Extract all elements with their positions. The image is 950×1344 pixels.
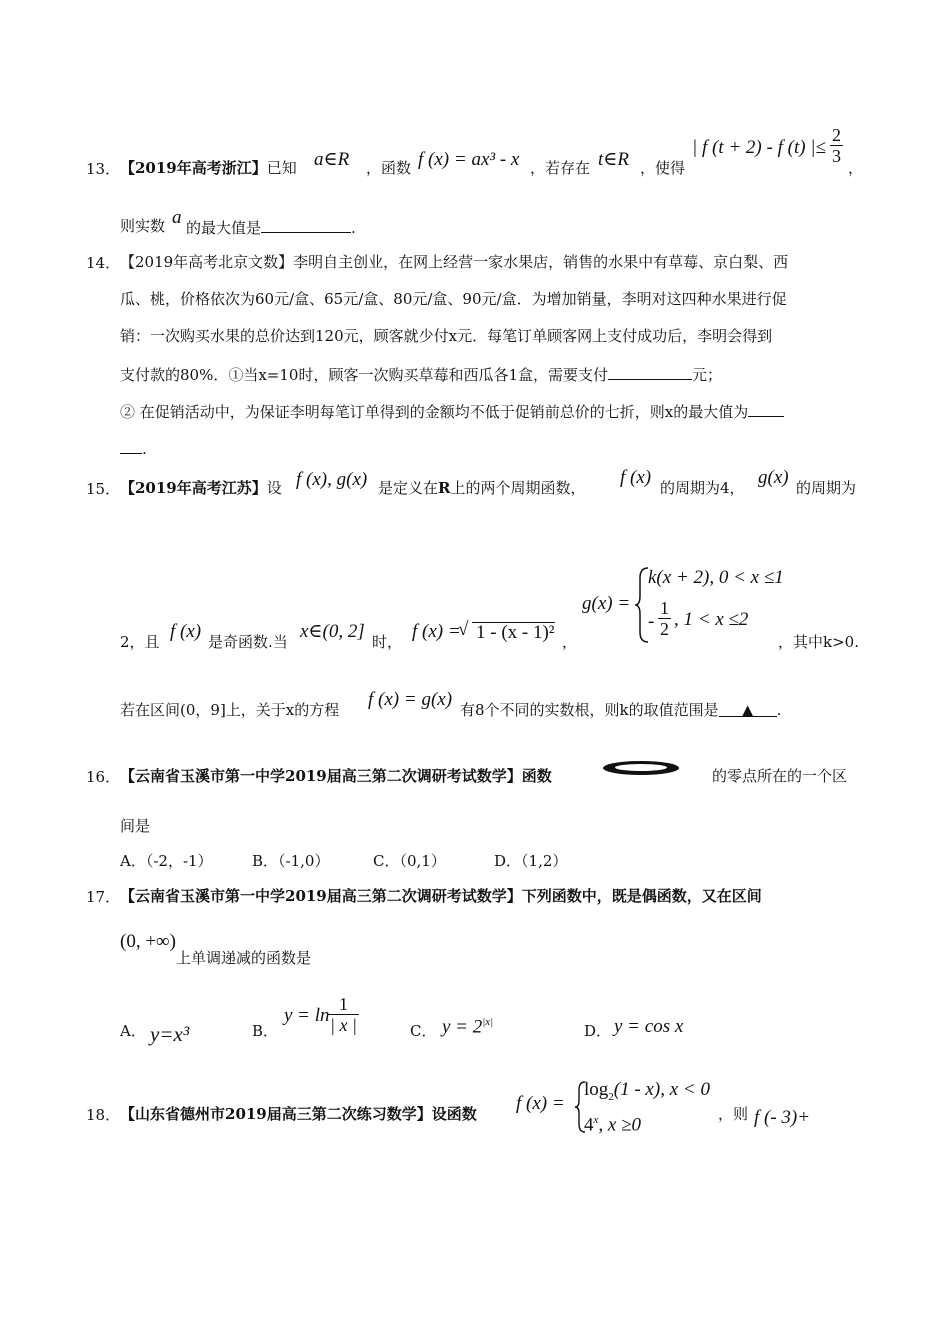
q15-case2-den: 2: [660, 619, 669, 639]
q17-line2: 上单调递减的函数是: [176, 949, 312, 967]
q18-case2-rest: , x ≥0: [598, 1114, 642, 1136]
q15-line3: [460, 700, 781, 720]
q17-choice-c-label[interactable]: C．: [410, 1022, 437, 1040]
q13-text: ，使得: [640, 159, 686, 177]
q15-text: ，: [562, 633, 578, 651]
q17-number: 17．: [86, 888, 121, 906]
q17-choice-d-label[interactable]: D．: [584, 1022, 612, 1040]
q15-text: ，其中k>0.: [778, 633, 859, 651]
q15-case2-num: 1: [660, 598, 669, 618]
q13-text: ，函数: [366, 159, 412, 177]
q15-line1b: [378, 478, 586, 498]
q15-end: .: [776, 701, 782, 719]
q14-line4: [120, 363, 722, 385]
q15-gx: g(x): [758, 467, 789, 488]
q13-comma: ，: [848, 159, 864, 177]
q15-text: 是定义在: [378, 479, 439, 497]
q15-case2-minus: -: [648, 611, 655, 632]
q15-text: 2，且: [120, 633, 160, 651]
q14-text: 支付款的80%．①当x=10时，顾客一次购买草莓和西瓜各1盒，需要支付: [120, 366, 609, 384]
q14-answer-blank-2[interactable]: [748, 400, 784, 417]
q13-var-a: a: [172, 207, 182, 228]
q18-log: log: [584, 1079, 609, 1100]
q15-gdef: g(x) =: [582, 593, 631, 614]
q13-source: 【2019年高考浙江】: [120, 159, 267, 177]
q14-answer-blank-1[interactable]: [608, 363, 692, 380]
q13-function: f (x) = ax³ - x: [418, 149, 520, 170]
q18-case1-rest: (1 - x), x < 0: [613, 1079, 710, 1100]
q15-domain: x∈(0, 2]: [300, 621, 365, 642]
q16-line2: 间是: [120, 817, 151, 835]
q16-number: 16．: [86, 768, 121, 786]
q13-t-in-r: t∈R: [598, 149, 629, 170]
q17-choice-b-fraction: [328, 994, 359, 1035]
q18-fdef: f (x) =: [516, 1093, 565, 1114]
q17-interval: (0, +∞): [120, 931, 176, 952]
q18-case1: [584, 1080, 710, 1107]
q15-R: R: [438, 479, 451, 497]
q14-line1: 【2019年高考北京文数】李明自主创业，在网上经营一家水果店，销售的水果中有草莓、京白梨、西: [120, 253, 789, 271]
q13-number: 13．: [86, 160, 121, 178]
q16-choice-c[interactable]: C．（0,1）: [373, 852, 446, 870]
q15-case2-fraction: [658, 598, 671, 639]
q13-a-in-r: a∈R: [314, 149, 350, 170]
q14-answer-blank-2-cont[interactable]: [120, 437, 142, 454]
q15-text: 的周期为: [796, 479, 857, 497]
q18-case2: [584, 1110, 641, 1135]
q18-case2-sup: x: [593, 1114, 599, 1126]
q15-text: 的周期为4，: [660, 479, 745, 497]
q13-line1: [120, 158, 297, 178]
q15-answer-blank[interactable]: [719, 700, 777, 717]
q17-choice-d[interactable]: y = cos x: [614, 1016, 684, 1037]
q14-line6: [120, 437, 147, 459]
q18-text: ，则: [718, 1105, 749, 1123]
q15-fg: f (x), g(x): [296, 469, 368, 490]
q17-line1: 【云南省玉溪市第一中学2019届高三第二次调研考试数学】下列函数中，既是偶函数，又在区间: [120, 887, 762, 905]
q15-text: 设: [266, 479, 282, 497]
q17-choice-b[interactable]: y = ln: [284, 1005, 330, 1026]
q13-frac-denominator: 3: [832, 146, 841, 166]
broken-formula-ellipse-icon: [600, 758, 682, 778]
q15-line1: [120, 478, 282, 498]
q13-line2: [186, 216, 356, 238]
q16-choice-d[interactable]: D．（1,2）: [494, 852, 568, 870]
q13-text: ，若存在: [530, 159, 591, 177]
q16-text: 的零点所在的一个区: [712, 767, 848, 785]
q18-log-base: 2: [608, 1090, 614, 1103]
q15-case1: k(x + 2), 0 < x ≤1: [648, 567, 784, 588]
sqrt-icon: √: [458, 619, 469, 640]
q15-sqrt-body: 1 - (x - 1)²: [476, 622, 555, 643]
q14-line3: 销：一次购买水果的总价达到120元，顾客就少付x元．每笔订单顾客网上支付成功后，李明会得到: [120, 327, 773, 345]
q15-fdef: f (x) =: [412, 621, 461, 642]
q15-text: 有8个不同的实数根，则k的取值范围是: [460, 701, 719, 719]
q15-number: 15．: [86, 480, 121, 498]
q17-choice-b-label[interactable]: B．: [252, 1022, 279, 1040]
q14-text: ② 在促销活动中，为保证李明每笔订单得到的金额均不低于促销前总价的七折，则x的最大值为: [120, 403, 749, 421]
q13-answer-blank[interactable]: [261, 216, 351, 233]
q14-line2: 瓜、桃，价格依次为60元/盒、65元/盒、80元/盒、90元/盒．为增加销量，李明对这四种水果进行促: [120, 290, 787, 308]
q18-expr: f (- 3)+: [754, 1107, 811, 1128]
q13-text: 已知: [266, 159, 297, 177]
q16-choice-a[interactable]: A．（-2，-1）: [120, 852, 213, 870]
q16-text: 【云南省玉溪市第一中学2019届高三第二次调研考试数学】函数: [120, 767, 552, 785]
q14-number: 14．: [86, 254, 121, 272]
q15-text: 是奇函数.当: [208, 633, 288, 651]
q17-choice-a-label[interactable]: A．: [120, 1022, 146, 1040]
q13-fraction: [830, 125, 843, 166]
q14-end: .: [142, 440, 147, 458]
q16-choice-b[interactable]: B．（-1,0）: [252, 852, 330, 870]
q15-fx: f (x): [620, 467, 652, 488]
q18-source: 【山东省德州市2019届高三第二次练习数学】设函数: [120, 1105, 477, 1123]
q13-end: .: [351, 219, 356, 237]
q17-c-sup: |x|: [482, 1016, 494, 1028]
q15-fx-2: f (x): [170, 621, 202, 642]
q15-text: 时，: [372, 633, 403, 651]
triangle-icon: ▲: [741, 701, 754, 719]
q15-equation: f (x) = g(x): [368, 689, 453, 710]
q17-b-den: | x |: [330, 1015, 357, 1035]
q13-line2: [120, 216, 165, 236]
q17-c-expr: y = 2: [442, 1016, 483, 1038]
q13-inequality: | f (t + 2) - f (t) |≤: [692, 137, 826, 158]
q15-source: 【2019年高考江苏】: [120, 479, 267, 497]
q15-case2: , 1 < x ≤2: [674, 609, 749, 630]
q14-text: 元；: [692, 366, 723, 384]
q15-text: 上的两个周期函数，: [450, 479, 586, 497]
q14-line5: [120, 400, 784, 422]
q18-number: 18．: [86, 1106, 121, 1124]
q17-choice-c[interactable]: [442, 1016, 493, 1038]
q17-choice-a[interactable]: y=x³: [150, 1022, 190, 1046]
q17-b-num: 1: [328, 994, 359, 1015]
q16-line1: [120, 766, 552, 786]
q13-text: 的最大值是: [186, 219, 262, 237]
q15-text: 若在区间(0，9]上，关于x的方程: [120, 701, 340, 719]
q15-sqrt: [472, 622, 555, 643]
q13-text: 则实数: [120, 217, 166, 235]
q18-case2-base: 4: [584, 1114, 594, 1136]
q13-frac-numerator: 2: [832, 125, 841, 145]
